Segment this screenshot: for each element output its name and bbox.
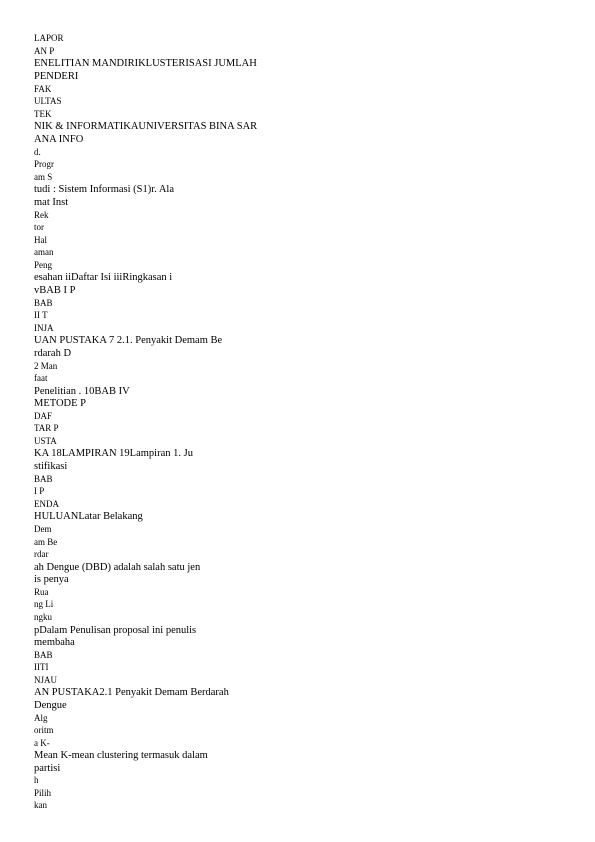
text-line: am Be (34, 537, 58, 547)
text-line: DAF (34, 411, 53, 421)
text-line: oritm (34, 725, 54, 735)
text-line: ah Dengue (DBD) adalah salah satu jen (34, 562, 201, 573)
text-line: ANA INFO (34, 134, 84, 145)
text-line: Dem (34, 524, 52, 534)
text-line: METODE P (34, 398, 87, 409)
text-line: I P (34, 486, 45, 496)
text-line: ngku (34, 612, 52, 622)
text-line: esahan iiDaftar Isi iiiRingkasan i (34, 272, 173, 283)
text-line: Progr (34, 159, 54, 169)
text-line: KA 18LAMPIRAN 19Lampiran 1. Ju (34, 448, 193, 459)
text-line: mat Inst (34, 197, 69, 208)
text-line: AN PUSTAKA2.1 Penyakit Demam Berdarah (34, 687, 229, 698)
text-line: h (34, 775, 39, 785)
text-line: Pilih (34, 788, 52, 798)
text-line: Alg (34, 713, 48, 723)
text-line: rdarah D (34, 348, 72, 359)
text-line: PENDERI (34, 71, 79, 82)
text-line: Penelitian . 10BAB IV (34, 386, 130, 397)
text-line: BAB (34, 474, 53, 484)
text-line: a K- (34, 738, 50, 748)
text-line: BAB (34, 298, 53, 308)
text-line: Rua (34, 587, 49, 597)
text-line: pDalam Penulisan proposal ini penulis (34, 625, 197, 636)
text-line: kan (34, 800, 47, 810)
text-line: d. (34, 147, 41, 157)
text-line: NJAU (34, 675, 58, 685)
text-line: rdar (34, 549, 49, 559)
text-line: IITI (34, 662, 49, 672)
text-line: partisi (34, 763, 61, 774)
text-line: vBAB I P (34, 285, 76, 296)
text-line: am S (34, 172, 53, 182)
text-line: Hal (34, 235, 47, 245)
text-line: ENELITIAN MANDIRIKLUSTERISASI JUMLAH (34, 58, 257, 69)
text-line: is penya (34, 574, 69, 585)
text-line: UAN PUSTAKA 7 2.1. Penyakit Demam Be (34, 335, 223, 346)
text-line: faat (34, 373, 48, 383)
text-line: FAK (34, 84, 52, 94)
text-line: ULTAS (34, 96, 62, 106)
text-line: AN P (34, 46, 55, 56)
text-line: 2 Man (34, 361, 58, 371)
text-line: HULUANLatar Belakang (34, 511, 143, 522)
text-line: INJA (34, 323, 54, 333)
text-line: Mean K-mean clustering termasuk dalam (34, 750, 208, 761)
text-line: Peng (34, 260, 52, 270)
text-line: tudi : Sistem Informasi (S1)r. Ala (34, 184, 174, 195)
text-line: BAB (34, 650, 53, 660)
text-line: ng Li (34, 599, 54, 609)
text-line: LAPOR (34, 33, 64, 43)
text-line: II T (34, 310, 48, 320)
text-line: tor (34, 222, 44, 232)
text-line: TAR P (34, 423, 59, 433)
text-line: stifikasi (34, 461, 68, 472)
text-line: Rek (34, 210, 49, 220)
text-line: NIK & INFORMATIKAUNIVERSITAS BINA SAR (34, 121, 258, 132)
text-line: membaha (34, 637, 75, 648)
text-line: ENDA (34, 499, 59, 509)
text-line: aman (34, 247, 54, 257)
text-line: Dengue (34, 700, 67, 711)
text-line: TEK (34, 109, 52, 119)
text-line: USTA (34, 436, 57, 446)
